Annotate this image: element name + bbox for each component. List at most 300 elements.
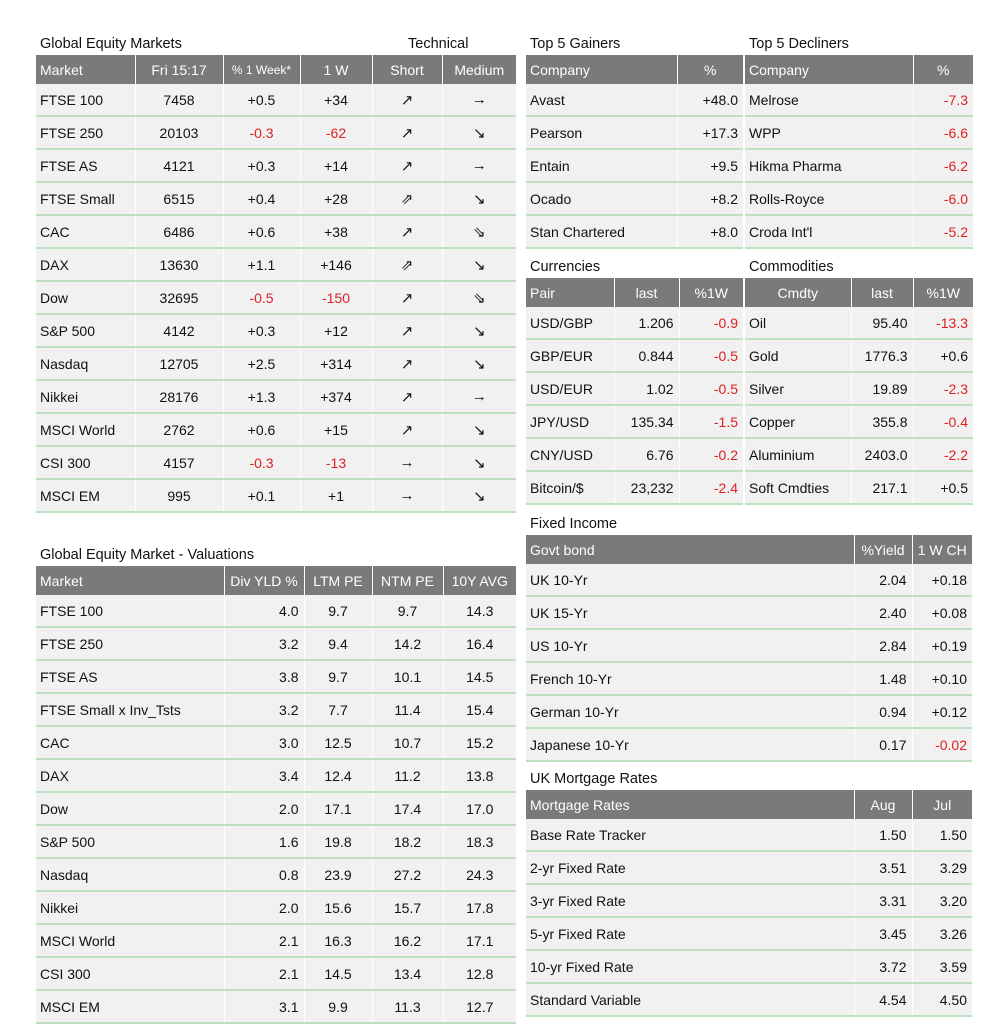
pct-week: -0.3 <box>223 116 300 149</box>
col-fri: Fri 15:17 <box>135 55 223 84</box>
table-row <box>36 479 516 512</box>
short-trend-icon: ↗ <box>372 380 442 413</box>
table-row <box>745 438 973 471</box>
change-1w: +374 <box>300 380 372 413</box>
market-name: FTSE Small x Inv_Tsts <box>36 693 224 726</box>
col-1w-ch: 1 W CH <box>912 535 972 564</box>
ltm-pe: 12.5 <box>304 726 372 759</box>
medium-trend-icon: ↘ <box>442 182 516 215</box>
company-name: Stan Chartered <box>526 215 677 248</box>
change-1w: +38 <box>300 215 372 248</box>
last: 1.206 <box>614 307 679 339</box>
change-1w: -62 <box>300 116 372 149</box>
table-row <box>526 307 743 339</box>
table-row <box>745 339 973 372</box>
change-1w: +1 <box>300 479 372 512</box>
commodity: Copper <box>745 405 851 438</box>
col-pair: Pair <box>526 278 614 307</box>
jul-rate: 4.50 <box>912 983 972 1016</box>
mortgage-table <box>526 790 972 1017</box>
col-pct: % <box>913 55 973 84</box>
commodity: Oil <box>745 307 851 339</box>
change-1w: +314 <box>300 347 372 380</box>
pct-1w: -2.3 <box>913 372 973 405</box>
table-row <box>745 372 973 405</box>
aug-rate: 3.51 <box>854 851 912 884</box>
company-name: Ocado <box>526 182 677 215</box>
level: 2762 <box>135 413 223 446</box>
ltm-pe: 12.4 <box>304 759 372 792</box>
aug-rate: 1.50 <box>854 819 912 851</box>
market-name: FTSE AS <box>36 149 135 182</box>
ntm-pe: 13.4 <box>372 957 443 990</box>
pct-change: +9.5 <box>677 149 743 182</box>
company-name: Pearson <box>526 116 677 149</box>
medium-trend-icon: → <box>442 149 516 182</box>
valuations-table <box>36 566 516 1024</box>
pct-change: -6.6 <box>913 116 973 149</box>
medium-trend-icon: ↘ <box>442 248 516 281</box>
table-row <box>36 957 516 990</box>
mortgage-title: UK Mortgage Rates <box>530 771 658 787</box>
avg-10y: 14.3 <box>443 595 516 627</box>
market-name: CAC <box>36 215 135 248</box>
commodities-table <box>745 278 973 505</box>
ntm-pe: 15.7 <box>372 891 443 924</box>
ntm-pe: 10.7 <box>372 726 443 759</box>
ltm-pe: 14.5 <box>304 957 372 990</box>
commodity: Silver <box>745 372 851 405</box>
pair: GBP/EUR <box>526 339 614 372</box>
medium-trend-icon: ⇘ <box>442 281 516 314</box>
pair: USD/GBP <box>526 307 614 339</box>
table-row <box>745 215 973 248</box>
company-name: Rolls-Royce <box>745 182 913 215</box>
company-name: Hikma Pharma <box>745 149 913 182</box>
level: 32695 <box>135 281 223 314</box>
ltm-pe: 9.7 <box>304 660 372 693</box>
div-yld: 3.1 <box>224 990 304 1023</box>
ntm-pe: 11.3 <box>372 990 443 1023</box>
market-name: MSCI EM <box>36 990 224 1023</box>
jul-rate: 1.50 <box>912 819 972 851</box>
aug-rate: 3.45 <box>854 917 912 950</box>
mortgage-type: Base Rate Tracker <box>526 819 854 851</box>
col-market: Market <box>36 55 135 84</box>
change-1w: +34 <box>300 84 372 116</box>
table-row <box>526 695 972 728</box>
change-1w: +0.10 <box>912 662 972 695</box>
pct-change: +17.3 <box>677 116 743 149</box>
last: 6.76 <box>614 438 679 471</box>
col-aug: Aug <box>854 790 912 819</box>
table-row <box>36 891 516 924</box>
table-row <box>745 149 973 182</box>
pct-1w: +0.5 <box>913 471 973 504</box>
div-yld: 3.2 <box>224 627 304 660</box>
mortgage-rows <box>526 819 972 1016</box>
table-row <box>526 950 972 983</box>
short-trend-icon: → <box>372 479 442 512</box>
ltm-pe: 15.6 <box>304 891 372 924</box>
col-ltm-pe: LTM PE <box>304 566 372 595</box>
gainers-title: Top 5 Gainers <box>530 36 621 52</box>
ntm-pe: 17.4 <box>372 792 443 825</box>
table-row <box>36 380 516 413</box>
level: 995 <box>135 479 223 512</box>
pair: JPY/USD <box>526 405 614 438</box>
pct-change: +48.0 <box>677 84 743 116</box>
commodity: Aluminium <box>745 438 851 471</box>
change-1w: +0.12 <box>912 695 972 728</box>
table-row <box>36 858 516 891</box>
table-row <box>36 413 516 446</box>
table-row <box>36 627 516 660</box>
currencies-title: Currencies <box>530 259 601 275</box>
avg-10y: 17.0 <box>443 792 516 825</box>
avg-10y: 12.8 <box>443 957 516 990</box>
pair: USD/EUR <box>526 372 614 405</box>
mortgage-type: 3-yr Fixed Rate <box>526 884 854 917</box>
table-row <box>36 825 516 858</box>
col-last: last <box>614 278 679 307</box>
equity-title: Global Equity Markets <box>40 36 182 52</box>
aug-rate: 3.72 <box>854 950 912 983</box>
short-trend-icon: ↗ <box>372 413 442 446</box>
jul-rate: 3.20 <box>912 884 972 917</box>
col-10y-avg: 10Y AVG <box>443 566 516 595</box>
pct-1w: -2.2 <box>913 438 973 471</box>
medium-trend-icon: → <box>442 84 516 116</box>
change-1w: +0.08 <box>912 596 972 629</box>
jul-rate: 3.26 <box>912 917 972 950</box>
change-1w: -13 <box>300 446 372 479</box>
change-1w: +28 <box>300 182 372 215</box>
table-row <box>36 314 516 347</box>
table-row <box>36 924 516 957</box>
avg-10y: 17.8 <box>443 891 516 924</box>
short-trend-icon: → <box>372 446 442 479</box>
ltm-pe: 16.3 <box>304 924 372 957</box>
company-name: WPP <box>745 116 913 149</box>
ltm-pe: 23.9 <box>304 858 372 891</box>
market-name: Nasdaq <box>36 347 135 380</box>
table-row <box>745 405 973 438</box>
div-yld: 3.4 <box>224 759 304 792</box>
table-row <box>36 792 516 825</box>
commodities-section <box>745 258 973 505</box>
last: 2403.0 <box>851 438 913 471</box>
level: 28176 <box>135 380 223 413</box>
ntm-pe: 18.2 <box>372 825 443 858</box>
pct-change: -6.2 <box>913 149 973 182</box>
market-name: FTSE 250 <box>36 627 224 660</box>
last: 95.40 <box>851 307 913 339</box>
ltm-pe: 9.9 <box>304 990 372 1023</box>
pct-change: +8.2 <box>677 182 743 215</box>
ntm-pe: 11.4 <box>372 693 443 726</box>
col-yield: %Yield <box>854 535 912 564</box>
avg-10y: 24.3 <box>443 858 516 891</box>
level: 4142 <box>135 314 223 347</box>
commodities-title: Commodities <box>749 259 834 275</box>
market-name: DAX <box>36 248 135 281</box>
equity-table <box>36 55 516 513</box>
market-name: MSCI World <box>36 413 135 446</box>
col-pct1w: %1W <box>679 278 743 307</box>
valuations-section <box>36 546 516 1024</box>
pct-week: +0.4 <box>223 182 300 215</box>
last: 135.34 <box>614 405 679 438</box>
ntm-pe: 10.1 <box>372 660 443 693</box>
ntm-pe: 11.2 <box>372 759 443 792</box>
col-short: Short <box>372 55 442 84</box>
market-name: FTSE 100 <box>36 595 224 627</box>
change-1w: +15 <box>300 413 372 446</box>
col-cmdty: Cmdty <box>745 278 851 307</box>
market-name: MSCI EM <box>36 479 135 512</box>
last: 23,232 <box>614 471 679 504</box>
table-row <box>36 693 516 726</box>
table-row <box>526 182 743 215</box>
change-1w: +14 <box>300 149 372 182</box>
table-row <box>745 84 973 116</box>
short-trend-icon: ⇗ <box>372 182 442 215</box>
pct-week: +2.5 <box>223 347 300 380</box>
market-name: Dow <box>36 792 224 825</box>
div-yld: 3.8 <box>224 660 304 693</box>
pct-1w: -1.5 <box>679 405 743 438</box>
table-row <box>526 662 972 695</box>
table-row <box>526 372 743 405</box>
table-row <box>36 990 516 1023</box>
avg-10y: 14.5 <box>443 660 516 693</box>
level: 6515 <box>135 182 223 215</box>
market-name: FTSE 100 <box>36 84 135 116</box>
pct-week: +0.6 <box>223 215 300 248</box>
table-row <box>36 84 516 116</box>
decliners-title: Top 5 Decliners <box>749 36 849 52</box>
short-trend-icon: ↗ <box>372 116 442 149</box>
div-yld: 2.1 <box>224 957 304 990</box>
avg-10y: 16.4 <box>443 627 516 660</box>
market-name: DAX <box>36 759 224 792</box>
avg-10y: 17.1 <box>443 924 516 957</box>
change-1w: +146 <box>300 248 372 281</box>
valuations-title: Global Equity Market - Valuations <box>40 547 255 563</box>
bond: UK 15-Yr <box>526 596 854 629</box>
ntm-pe: 27.2 <box>372 858 443 891</box>
ltm-pe: 19.8 <box>304 825 372 858</box>
mortgage-type: 10-yr Fixed Rate <box>526 950 854 983</box>
table-row <box>526 405 743 438</box>
col-pct: % <box>677 55 743 84</box>
change-1w: +0.19 <box>912 629 972 662</box>
div-yld: 0.8 <box>224 858 304 891</box>
company-name: Avast <box>526 84 677 116</box>
fixed-income-section <box>526 515 972 762</box>
level: 20103 <box>135 116 223 149</box>
pct-week: +0.3 <box>223 149 300 182</box>
commodity: Soft Cmdties <box>745 471 851 504</box>
level: 13630 <box>135 248 223 281</box>
level: 7458 <box>135 84 223 116</box>
pct-change: -7.3 <box>913 84 973 116</box>
col-pct1w: %1W <box>913 278 973 307</box>
table-row <box>526 983 972 1016</box>
currencies-rows <box>526 307 743 504</box>
medium-trend-icon: → <box>442 380 516 413</box>
jul-rate: 3.59 <box>912 950 972 983</box>
gainers-table <box>526 55 743 249</box>
table-row <box>36 215 516 248</box>
col-mortgage-rates: Mortgage Rates <box>526 790 854 819</box>
level: 4157 <box>135 446 223 479</box>
mortgage-section <box>526 770 972 1017</box>
last: 1.02 <box>614 372 679 405</box>
short-trend-icon: ↗ <box>372 149 442 182</box>
level: 6486 <box>135 215 223 248</box>
market-name: Nikkei <box>36 891 224 924</box>
pct-change: +8.0 <box>677 215 743 248</box>
table-row <box>526 564 972 596</box>
pct-week: +0.3 <box>223 314 300 347</box>
div-yld: 3.2 <box>224 693 304 726</box>
commodity: Gold <box>745 339 851 372</box>
col-jul: Jul <box>912 790 972 819</box>
short-trend-icon: ↗ <box>372 347 442 380</box>
col-last: last <box>851 278 913 307</box>
level: 4121 <box>135 149 223 182</box>
technical-label: Technical <box>408 36 469 52</box>
div-yld: 1.6 <box>224 825 304 858</box>
company-name: Croda Int'l <box>745 215 913 248</box>
gainers-section <box>526 35 743 249</box>
medium-trend-icon: ⇘ <box>442 215 516 248</box>
pct-1w: -0.9 <box>679 307 743 339</box>
ltm-pe: 7.7 <box>304 693 372 726</box>
pct-1w: -0.5 <box>679 339 743 372</box>
yield: 2.40 <box>854 596 912 629</box>
table-row <box>745 307 973 339</box>
medium-trend-icon: ↘ <box>442 479 516 512</box>
ltm-pe: 9.4 <box>304 627 372 660</box>
gainers-rows <box>526 84 743 248</box>
market-name: CSI 300 <box>36 446 135 479</box>
equity-section <box>36 35 516 513</box>
aug-rate: 3.31 <box>854 884 912 917</box>
bond: US 10-Yr <box>526 629 854 662</box>
ltm-pe: 9.7 <box>304 595 372 627</box>
table-row <box>526 471 743 504</box>
market-name: S&P 500 <box>36 314 135 347</box>
fixed-income-table <box>526 535 972 762</box>
pct-1w: -13.3 <box>913 307 973 339</box>
bond: Japanese 10-Yr <box>526 728 854 761</box>
div-yld: 4.0 <box>224 595 304 627</box>
mortgage-type: 2-yr Fixed Rate <box>526 851 854 884</box>
avg-10y: 15.2 <box>443 726 516 759</box>
table-row <box>526 149 743 182</box>
bond: UK 10-Yr <box>526 564 854 596</box>
currencies-table <box>526 278 743 505</box>
table-row <box>36 759 516 792</box>
market-name: S&P 500 <box>36 825 224 858</box>
market-name: MSCI World <box>36 924 224 957</box>
pct-1w: -0.4 <box>913 405 973 438</box>
last: 355.8 <box>851 405 913 438</box>
table-row <box>526 884 972 917</box>
market-name: CAC <box>36 726 224 759</box>
equity-rows <box>36 84 516 512</box>
col-pct-week: % 1 Week* <box>223 55 300 84</box>
div-yld: 2.0 <box>224 792 304 825</box>
table-row <box>745 182 973 215</box>
ntm-pe: 16.2 <box>372 924 443 957</box>
table-row <box>36 116 516 149</box>
div-yld: 3.0 <box>224 726 304 759</box>
pct-week: +1.3 <box>223 380 300 413</box>
fixed-income-rows <box>526 564 972 761</box>
ntm-pe: 14.2 <box>372 627 443 660</box>
table-row <box>526 596 972 629</box>
table-row <box>745 116 973 149</box>
bond: German 10-Yr <box>526 695 854 728</box>
decliners-section <box>745 35 973 249</box>
pct-week: +0.1 <box>223 479 300 512</box>
medium-trend-icon: ↘ <box>442 413 516 446</box>
market-name: FTSE AS <box>36 660 224 693</box>
avg-10y: 12.7 <box>443 990 516 1023</box>
table-row <box>526 438 743 471</box>
table-row <box>526 84 743 116</box>
bond: French 10-Yr <box>526 662 854 695</box>
avg-10y: 15.4 <box>443 693 516 726</box>
mortgage-type: Standard Variable <box>526 983 854 1016</box>
table-row <box>526 728 972 761</box>
table-row <box>36 182 516 215</box>
table-row <box>526 215 743 248</box>
col-company: Company <box>745 55 913 84</box>
pct-week: +0.6 <box>223 413 300 446</box>
table-row <box>526 629 972 662</box>
col-medium: Medium <box>442 55 516 84</box>
decliners-rows <box>745 84 973 248</box>
company-name: Melrose <box>745 84 913 116</box>
table-row <box>526 339 743 372</box>
pct-week: -0.5 <box>223 281 300 314</box>
table-row <box>36 726 516 759</box>
avg-10y: 13.8 <box>443 759 516 792</box>
pct-week: +1.1 <box>223 248 300 281</box>
last: 19.89 <box>851 372 913 405</box>
table-row <box>526 819 972 851</box>
medium-trend-icon: ↘ <box>442 446 516 479</box>
company-name: Entain <box>526 149 677 182</box>
yield: 1.48 <box>854 662 912 695</box>
change-1w: -150 <box>300 281 372 314</box>
jul-rate: 3.29 <box>912 851 972 884</box>
table-row <box>36 149 516 182</box>
last: 217.1 <box>851 471 913 504</box>
currencies-section <box>526 258 743 505</box>
ltm-pe: 17.1 <box>304 792 372 825</box>
col-div-yld: Div YLD % <box>224 566 304 595</box>
change-1w: -0.02 <box>912 728 972 761</box>
short-trend-icon: ↗ <box>372 84 442 116</box>
pair: CNY/USD <box>526 438 614 471</box>
yield: 0.94 <box>854 695 912 728</box>
